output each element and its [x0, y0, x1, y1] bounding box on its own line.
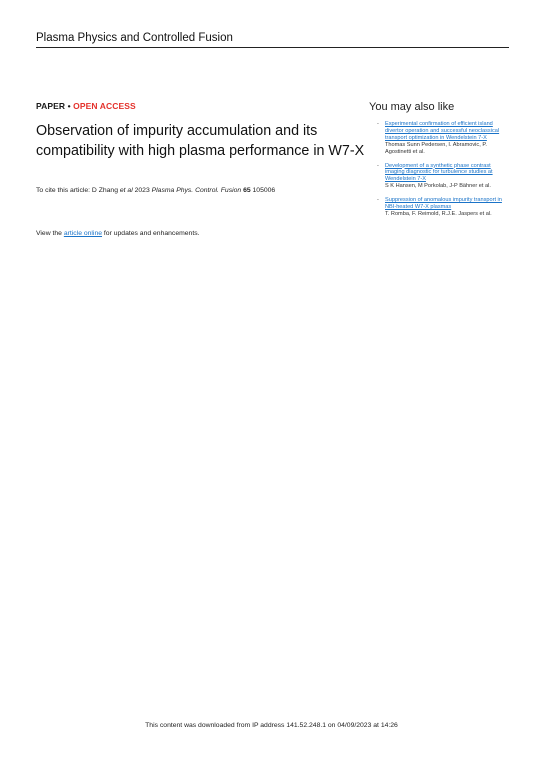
citation-line: [36, 187, 275, 194]
citation-volume: 65: [243, 187, 251, 194]
download-footer-note: This content was downloaded from IP address 141.52.248.1 on 04/09/2023 at 14:26: [145, 722, 398, 729]
bullet-dash: -: [377, 121, 379, 127]
view-online-prefix: View the: [36, 230, 64, 237]
citation-article-number: 105006: [250, 187, 276, 194]
also-like-heading: You may also like: [369, 101, 455, 113]
header-divider: [36, 47, 509, 48]
related-article: [377, 197, 511, 218]
related-article-link[interactable]: Development of a synthetic phase contrast imaging diagnostic for turbulence studies at Wendelstein 7-X: [385, 162, 493, 183]
related-article-authors: T. Romba, F. Reimold, R.J.E. Jaspers et al.: [385, 210, 492, 217]
citation-prefix: To cite this article: D Zhang: [36, 187, 120, 194]
related-article-link[interactable]: Suppression of anomalous impurity transport in NBI-heated W7-X plasmas: [385, 197, 502, 211]
view-online-line: [36, 230, 200, 237]
article-online-link[interactable]: article online: [63, 230, 103, 237]
journal-title: Plasma Physics and Controlled Fusion: [36, 32, 233, 44]
related-article: [377, 121, 511, 156]
label-separator: •: [67, 101, 71, 111]
related-article: [377, 162, 511, 191]
open-access-badge: OPEN ACCESS: [73, 101, 136, 111]
related-article-authors: Thomas Sunn Pedersen, I. Abramovic, P. Agostinetti et al.: [385, 141, 487, 155]
paper-type-label: [36, 101, 136, 111]
article-title: Observation of impurity accumulation and its compatibility with high plasma performance in W7-X: [36, 123, 365, 159]
view-online-suffix: for updates and enhancements.: [102, 230, 200, 237]
bullet-dash: -: [377, 197, 379, 204]
citation-year: 2023: [132, 187, 152, 194]
paper-kind: PAPER: [36, 101, 66, 111]
related-article-link[interactable]: Experimental confirmation of efficient island divertor operation and successful neoclassical transport optimization in Wendelstein 7-X: [385, 121, 500, 141]
related-article-authors: S K Hansen, M Porkolab, J-P Bähner et al.: [385, 183, 491, 190]
citation-journal: Plasma Phys. Control. Fusion: [151, 187, 242, 194]
citation-etal: et al: [119, 187, 133, 194]
related-articles-list: [377, 121, 511, 225]
bullet-dash: -: [377, 162, 379, 169]
